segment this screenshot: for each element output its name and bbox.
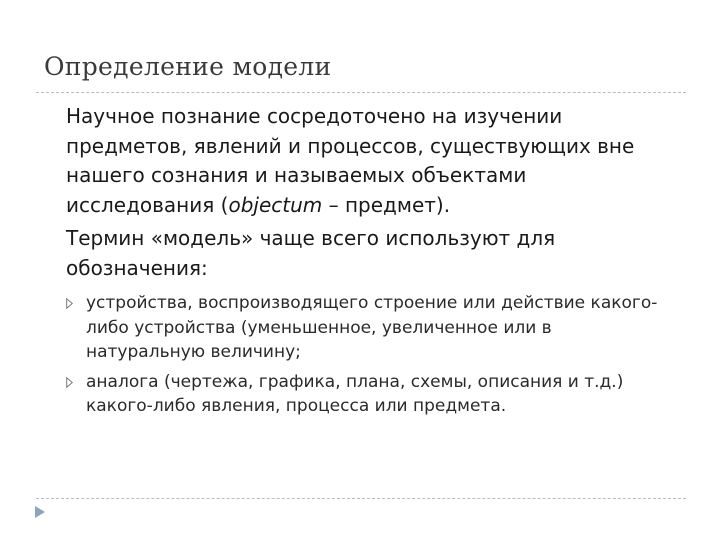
play-triangle-icon[interactable] bbox=[34, 504, 46, 518]
paragraph1-text-before: Научное познание сосредоточено на изучении предметов, явлений и процессов, существующих вне нашего сознания и называемых объектами исследования ( bbox=[66, 104, 635, 217]
list-item bbox=[66, 370, 676, 419]
paragraph1-italic-term: objectum bbox=[228, 192, 323, 217]
paragraph-scientific-knowledge bbox=[66, 102, 676, 220]
list-item-text: устройства, воспроизводящего строение или действие какого-либо устройства (уменьшенное, увеличенное или в натуральную величину; bbox=[86, 293, 658, 362]
slide-title: Определение модели bbox=[44, 52, 332, 81]
triangle-outline-icon bbox=[66, 377, 73, 388]
paragraph-model-term: Термин «модель» чаще всего используют для обозначения: bbox=[66, 226, 556, 280]
title-divider bbox=[36, 92, 686, 93]
paragraph1-text-after: – предмет). bbox=[322, 192, 451, 217]
definition-list bbox=[66, 291, 676, 419]
list-item-text: аналога (чертежа, графика, плана, схемы, описания и т.д.) какого-либо явления, процесса или предмета. bbox=[86, 371, 624, 416]
slide-content bbox=[66, 102, 676, 424]
footer-divider bbox=[36, 498, 686, 499]
list-item bbox=[66, 291, 676, 365]
triangle-outline-icon bbox=[66, 298, 73, 309]
